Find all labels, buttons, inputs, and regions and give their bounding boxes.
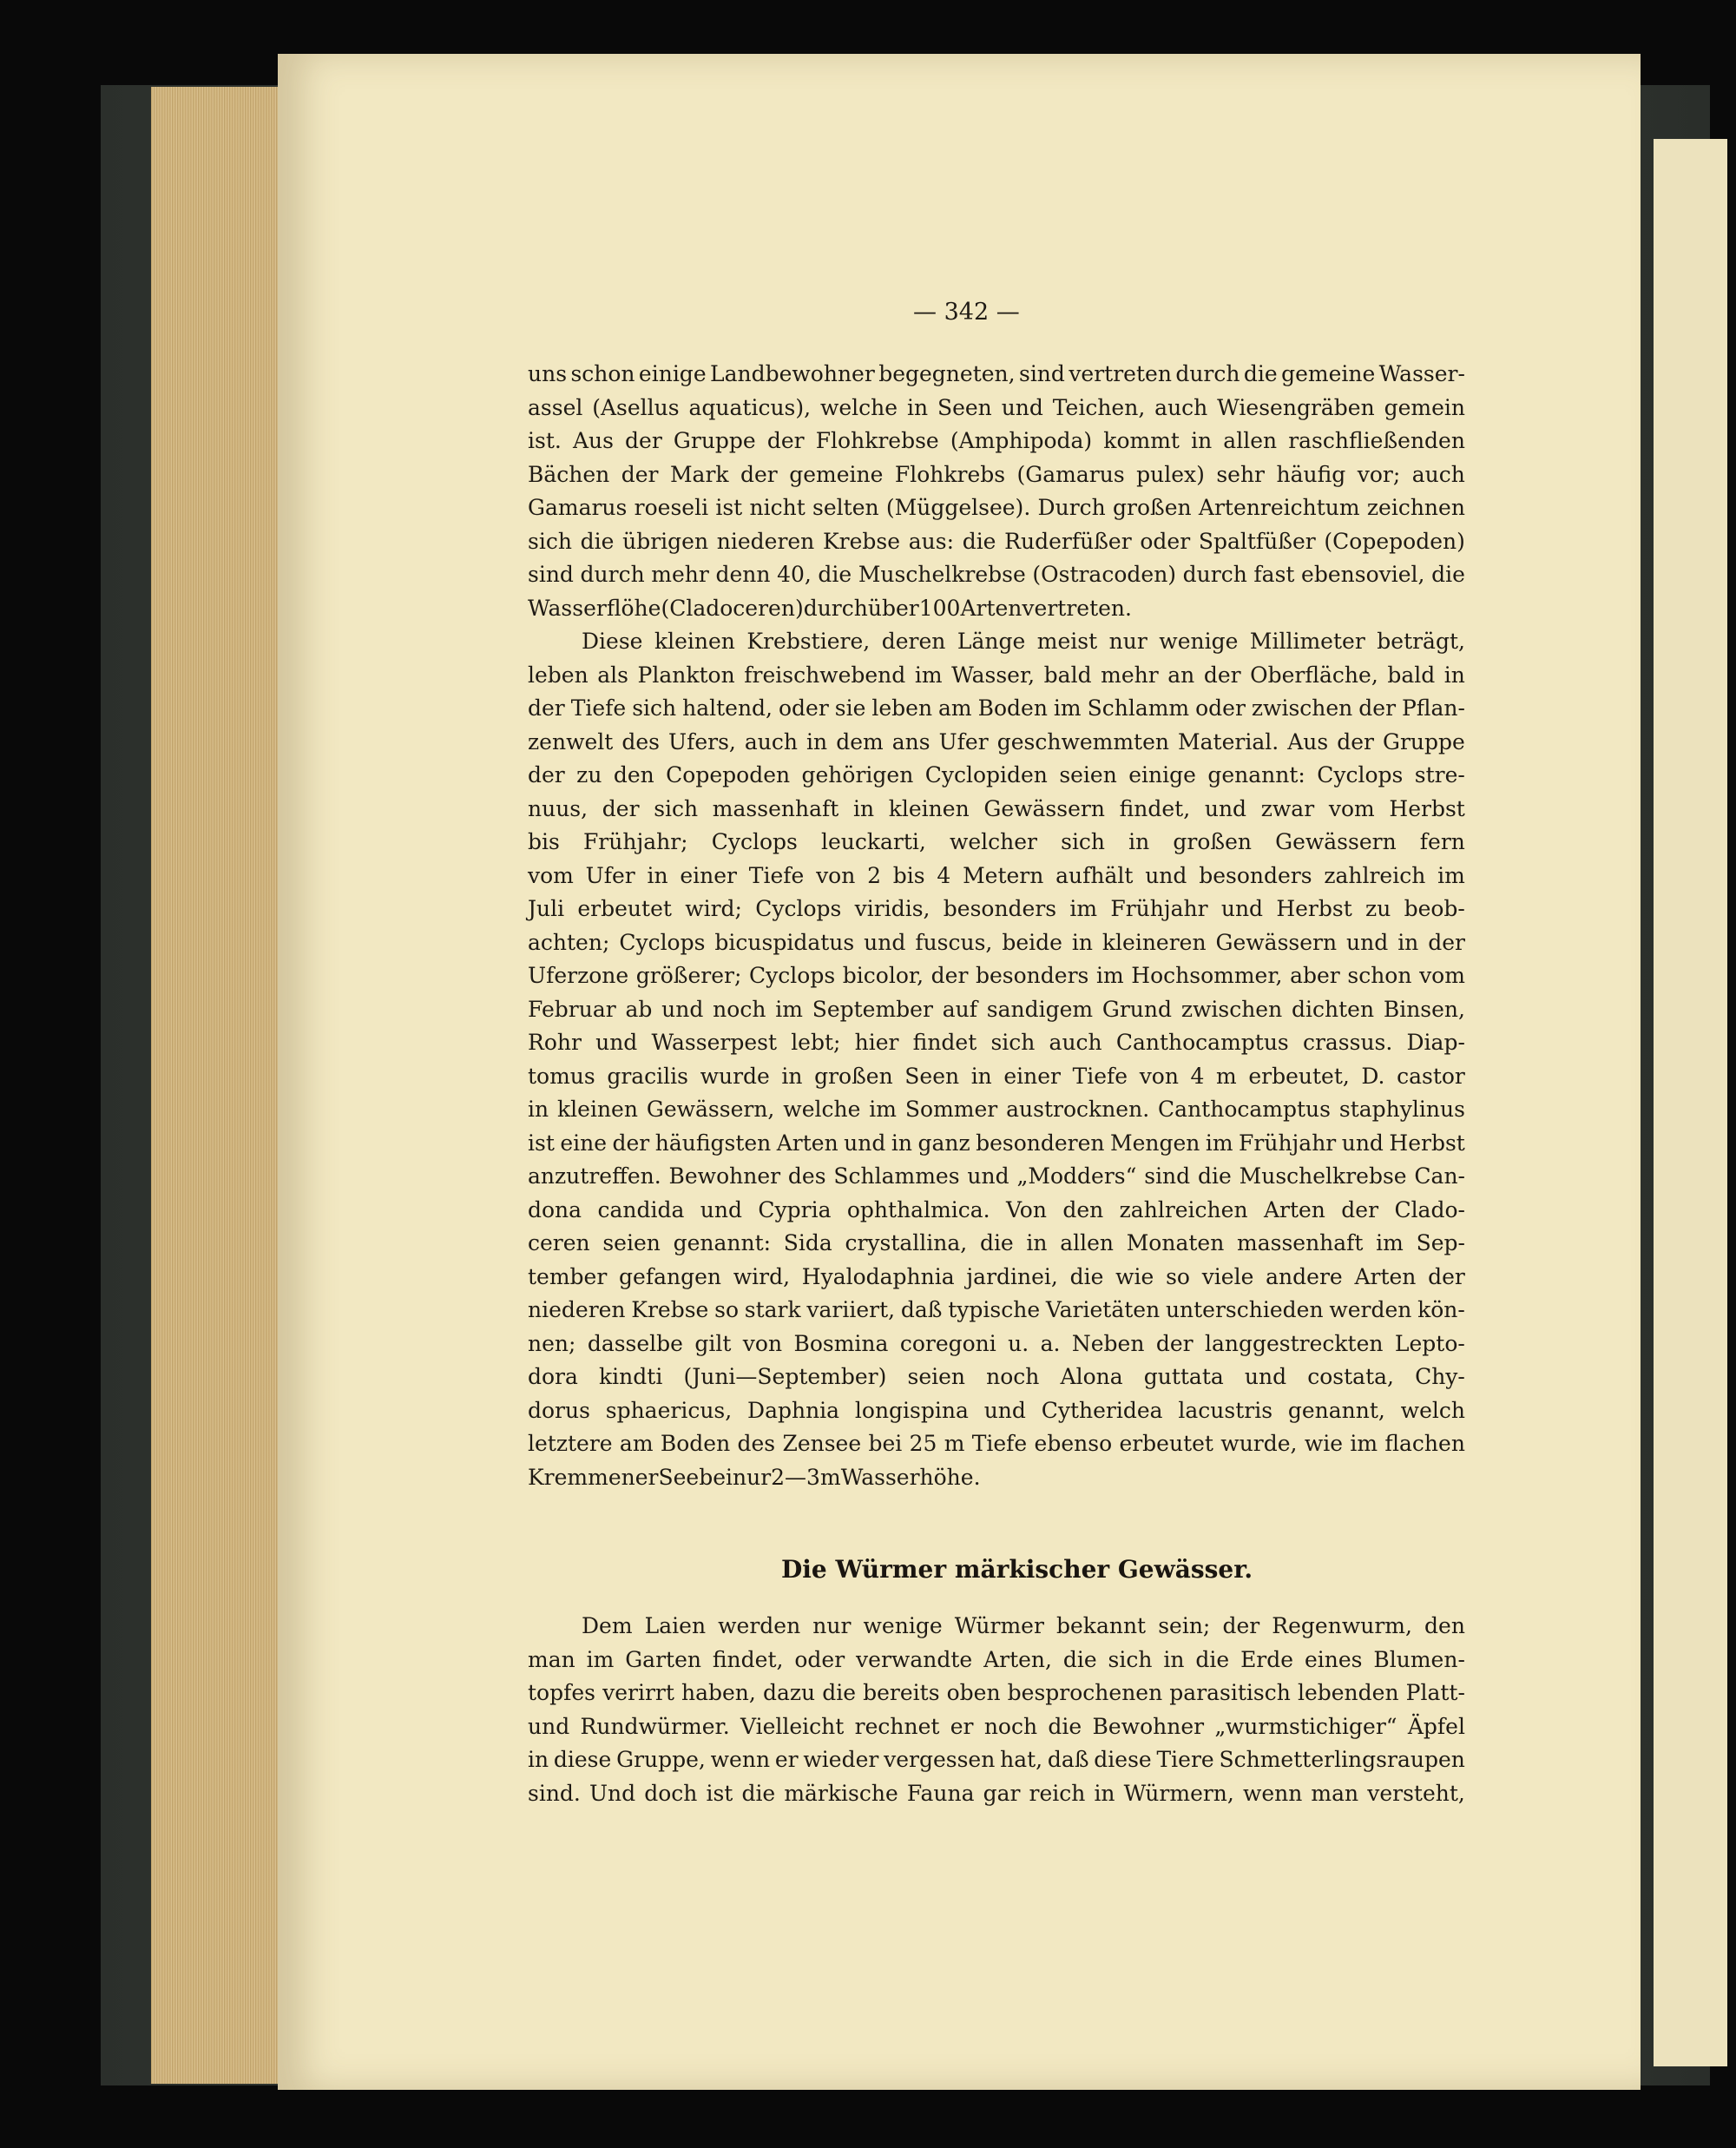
text-line: dona candida und Cypria ophthalmica. Von den zahlreichen Arten der Clado- <box>528 1196 1465 1222</box>
text-line: Diese kleinen Krebstiere, deren Länge meist nur wenige Millimeter beträgt, <box>582 629 1465 654</box>
paragraph-worms <box>528 1610 1465 1810</box>
text-line: ist. Aus der Gruppe der Flohkrebse (Amphipoda) kommt in allen raschfließenden <box>528 428 1465 453</box>
text-line: Wasserflöhe (Cladoceren) durch über 100 Arten vertreten. <box>528 595 1132 621</box>
text-line: topfes verirrt haben, dazu die bereits oben besprochenen parasitisch lebenden Platt- <box>528 1680 1465 1705</box>
text-line: Bächen der Mark der gemeine Flohkrebs (Gamarus pulex) sehr häufig vor; auch <box>528 461 1465 487</box>
text-line: letztere am Boden des Zensee bei 25 m Tiefe ebenso erbeutet wurde, wie im flachen <box>528 1431 1465 1456</box>
page-number: — 342 — <box>913 299 1020 326</box>
body-text-upper <box>528 358 1465 1494</box>
text-line: anzutreffen. Bewohner des Schlammes und „Modders“ sind die Muschelkrebse Can- <box>528 1163 1465 1189</box>
paragraph-small-crustaceans <box>528 625 1465 1494</box>
text-line: und Rundwürmer. Vielleicht rechnet er noch die Bewohner „wurmstichiger“ Äpfel <box>528 1713 1465 1739</box>
text-line: man im Garten findet, oder verwandte Arten, die sich in die Erde eines Blumen- <box>528 1646 1465 1672</box>
text-line: ist eine der häufigsten Arten und in ganz besonderen Mengen im Frühjahr und Herbst <box>528 1130 1465 1156</box>
text-line: Uferzone größerer; Cyclops bicolor, der besonders im Hochsommer, aber schon vom <box>528 963 1465 988</box>
text-line: in diese Gruppe, wenn er wieder vergessen hat, daß diese Tiere Schmetterlingsraupen <box>528 1747 1465 1772</box>
text-line: ceren seien genannt: Sida crystallina, die in allen Monaten massenhaft im Sep- <box>528 1230 1465 1255</box>
body-text-lower <box>528 1610 1465 1810</box>
text-line: Februar ab und noch im September auf sandigem Grund zwischen dichten Binsen, <box>528 996 1465 1022</box>
text-line: vom Ufer in einer Tiefe von 2 bis 4 Metern aufhält und besonders zahlreich im <box>528 862 1465 888</box>
text-line: sind. Und doch ist die märkische Fauna gar reich in Würmern, wenn man versteht, <box>528 1780 1465 1806</box>
text-line: Rohr und Wasserpest lebt; hier findet sich auch Canthocamptus crassus. Diap- <box>528 1030 1465 1055</box>
text-line: der zu den Copepoden gehörigen Cyclopiden seien einige genannt: Cyclops stre- <box>528 762 1465 787</box>
text-line: Juli erbeutet wird; Cyclops viridis, besonders im Frühjahr und Herbst zu beob- <box>528 896 1465 921</box>
text-line: tomus gracilis wurde in großen Seen in einer Tiefe von 4 m erbeutet, D. castor <box>528 1063 1465 1089</box>
text-line: Kremmener See bei nur 2—3 m Wasserhöhe. <box>528 1464 981 1490</box>
text-line: sind durch mehr denn 40, die Muschelkrebse (Ostracoden) durch fast ebensoviel, die <box>528 562 1465 587</box>
text-line: assel (Asellus aquaticus), welche in Seen und Teichen, auch Wiesengräben gemein <box>528 394 1465 420</box>
text-line: nen; dasselbe gilt von Bosmina coregoni u. a. Neben der langgestreckten Lepto- <box>528 1330 1465 1356</box>
facing-page-edge <box>1654 139 1727 2066</box>
text-line: bis Frühjahr; Cyclops leuckarti, welcher sich in großen Gewässern fern <box>528 829 1465 854</box>
text-line: tember gefangen wird, Hyalodaphnia jardinei, die wie so viele andere Arten der <box>528 1263 1465 1289</box>
section-heading: Die Würmer märkischer Gewässer. <box>781 1555 1253 1584</box>
text-line: in kleinen Gewässern, welche im Sommer austrocknen. Canthocamptus staphylinus <box>528 1097 1465 1122</box>
page-edges <box>151 87 281 2084</box>
text-line: dora kindti (Juni—September) seien noch Alona guttata und costata, Chy- <box>528 1364 1465 1389</box>
text-line: leben als Plankton freischwebend im Wasser, bald mehr an der Oberfläche, bald in <box>528 662 1465 688</box>
text-line: Gamarus roeseli ist nicht selten (Müggelsee). Durch großen Artenreichtum zeichnen <box>528 495 1465 520</box>
text-line: nuus, der sich massenhaft in kleinen Gewässern findet, und zwar vom Herbst <box>528 795 1465 821</box>
text-line: zenwelt des Ufers, auch in dem ans Ufer geschwemmten Material. Aus der Gruppe <box>528 728 1465 754</box>
text-line: uns schon einige Landbewohner begegneten, sind vertreten durch die gemeine Wasser- <box>528 361 1465 386</box>
text-line: niederen Krebse so stark variiert, daß typische Varietäten unterschieden werden kön- <box>528 1297 1465 1322</box>
text-line: sich die übrigen niederen Krebse aus: die Ruderfüßer oder Spaltfüßer (Copepoden) <box>528 528 1465 554</box>
text-line: Dem Laien werden nur wenige Würmer bekannt sein; der Regenwurm, den <box>582 1613 1465 1638</box>
paragraph-crustaceans-intro <box>528 358 1465 625</box>
text-line: dorus sphaericus, Daphnia longispina und Cytheridea lacustris genannt, welch <box>528 1397 1465 1423</box>
text-line: der Tiefe sich haltend, oder sie leben am Boden im Schlamm oder zwischen der Pflan- <box>528 695 1465 721</box>
text-line: achten; Cyclops bicuspidatus und fuscus, beide in kleineren Gewässern und in der <box>528 929 1465 955</box>
